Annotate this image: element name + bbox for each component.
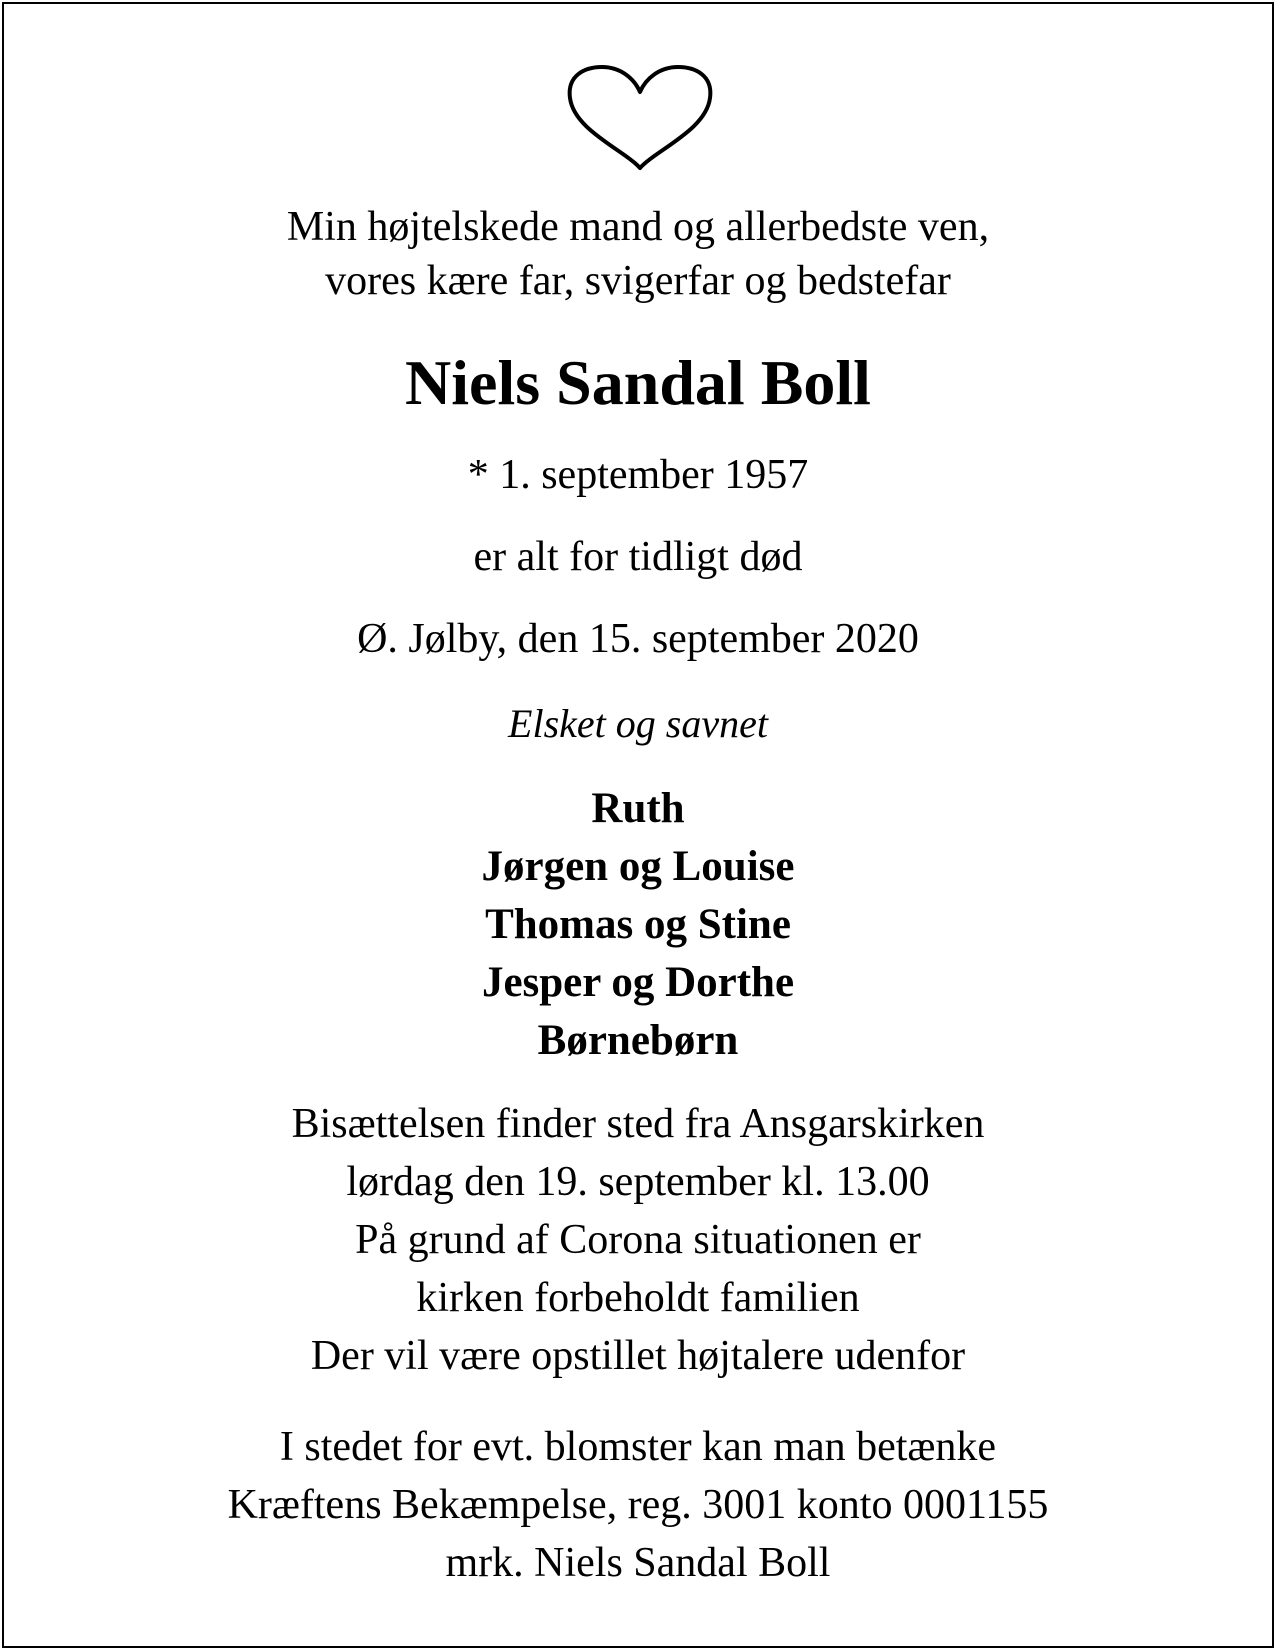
- funeral-line: Bisættelsen finder sted fra Ansgarskirken: [291, 1101, 985, 1147]
- death-statement: er alt for tidligt død: [473, 534, 803, 580]
- intro-line: Min højtelskede mand og allerbedste ven,: [286, 204, 990, 250]
- deceased-name: Niels Sandal Boll: [405, 347, 871, 418]
- mourner-name: Thomas og Stine: [485, 901, 791, 948]
- donation-info: [0, 1418, 1276, 1592]
- funeral-line: lørdag den 19. september kl. 13.00: [346, 1159, 930, 1205]
- funeral-info: [0, 1095, 1276, 1385]
- mourner-name: Ruth: [591, 785, 685, 832]
- tagline: Elsket og savnet: [508, 701, 768, 746]
- mourner-name: Jesper og Dorthe: [481, 959, 795, 1006]
- donation-line: mrk. Niels Sandal Boll: [445, 1540, 831, 1586]
- intro-line: vores kære far, svigerfar og bedstefar: [325, 258, 951, 304]
- mourner-name: Jørgen og Louise: [481, 843, 795, 890]
- donation-line: Kræftens Bekæmpelse, reg. 3001 konto 0001155: [227, 1482, 1049, 1528]
- heart-outline-icon: [566, 64, 714, 172]
- donation-line: I stedet for evt. blomster kan man betænke: [279, 1424, 997, 1470]
- funeral-line: kirken forbeholdt familien: [416, 1275, 860, 1321]
- funeral-line: På grund af Corona situationen er: [355, 1217, 921, 1263]
- mourner-name: Børnebørn: [537, 1017, 739, 1064]
- intro-text: [0, 200, 1276, 308]
- place-and-date: Ø. Jølby, den 15. september 2020: [357, 616, 919, 662]
- birth-date: * 1. september 1957: [467, 452, 809, 498]
- funeral-line: Der vil være opstillet højtalere udenfor: [310, 1333, 966, 1379]
- mourners-list: [0, 780, 1276, 1070]
